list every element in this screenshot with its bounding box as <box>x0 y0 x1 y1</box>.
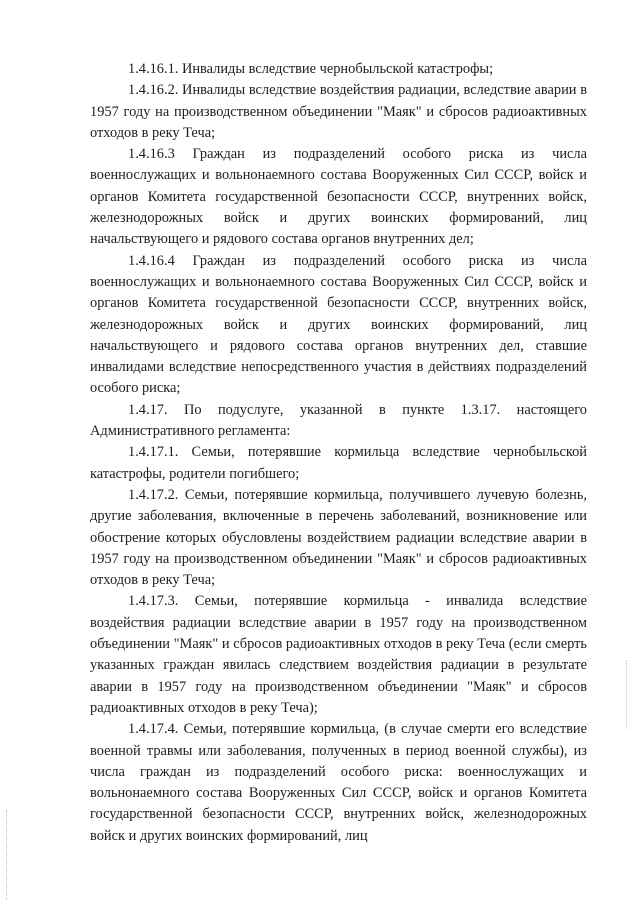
paragraph-1-4-16-2: 1.4.16.2. Инвалиды вследствие воздействия радиации, вследствие аварии в 1957 году на производственном объединении "Маяк" и сбросов радиоактивных отходов в реку Теча; <box>90 82 587 141</box>
paragraph-1-4-16-4: 1.4.16.4 Граждан из подразделений особого риска из числа военнослужащих и вольнонаемного состава Вооруженных Сил СССР, войск и органов Комитета государственной безопасности СССР, внутренних войск, железнодорожных войск и других воинских формирований, лиц начальствующего и рядового состава органов внутренних дел, ставшие инвалидами вследствие непосредственного участия в действиях подразделений особого риска; <box>90 252 587 397</box>
scan-edge-mark <box>6 810 9 900</box>
paragraph-1-4-17-2: 1.4.17.2. Семьи, потерявшие кормильца, получившего лучевую болезнь, другие заболевания, включенные в перечень заболеваний, возникновение или обострение которых обусловлены воздействием радиации вследствие аварии в 1957 году на производственном объединении "Маяк" и сбросов радиоактивных отходов в реку Теча; <box>90 486 587 589</box>
document-body <box>90 59 587 847</box>
scan-edge-mark-right <box>626 660 629 730</box>
paragraph-1-4-17: 1.4.17. По подуслуге, указанной в пункте 1.3.17. настоящего Административного регламента: <box>90 401 587 440</box>
paragraph-1-4-16-1: 1.4.16.1. Инвалиды вследствие чернобыльской катастрофы; <box>128 61 494 77</box>
paragraph-1-4-17-4: 1.4.17.4. Семьи, потерявшие кормильца, (в случае смерти его вследствие военной травмы или заболевания, полученных в период военной службы), из числа граждан из подразделений особого риска: военнослужащих и вольнонаемного состава Вооруженных Сил СССР, войск и органов Комитета государственной безопасности СССР, внутренних войск, железнодорожных войск и других воинских формирований, лиц <box>90 721 587 844</box>
paragraph-1-4-17-3: 1.4.17.3. Семьи, потерявшие кормильца - инвалида вследствие воздействия радиации вследствие аварии в 1957 году на производственном объединении "Маяк" и сбросов радиоактивных отходов в реку Теча (если смерть указанных граждан явилась следствием воздействия радиации в результате аварии в 1957 году на производственном объединении "Маяк" и сбросов радиоактивных отходов в реку Теча); <box>90 593 587 716</box>
paragraph-1-4-16-3: 1.4.16.3 Граждан из подразделений особого риска из числа военнослужащих и вольнонаемного состава Вооруженных Сил СССР, войск и органов Комитета государственной безопасности СССР, внутренних войск, железнодорожных войск и других воинских формирований, лиц начальствующего и рядового состава органов внутренних дел; <box>90 146 587 248</box>
paragraph-1-4-17-1: 1.4.17.1. Семьи, потерявшие кормильца вследствие чернобыльской катастрофы, родители погибшего; <box>90 444 587 482</box>
